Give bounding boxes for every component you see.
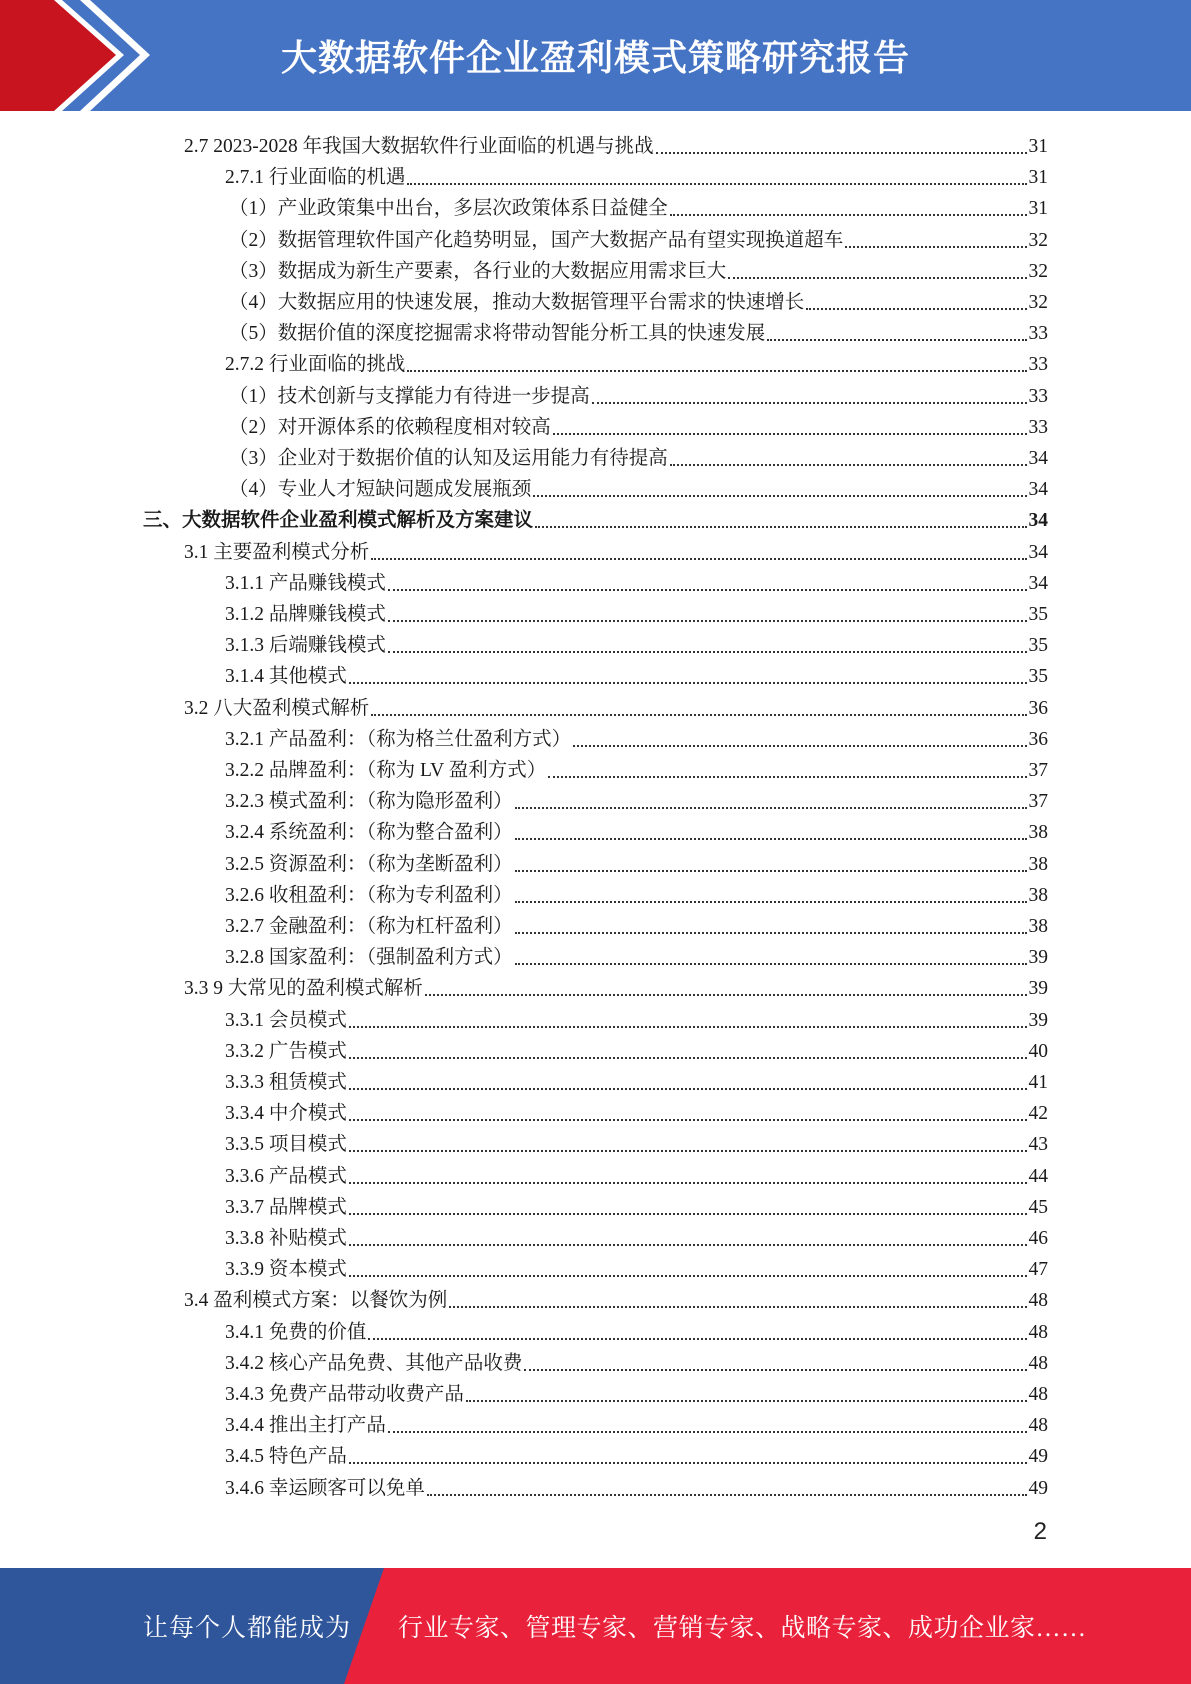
toc-entry[interactable] [225, 1002, 1048, 1033]
toc-entry-title: 3.1.2 品牌赚钱模式 [225, 604, 386, 625]
toc-entry-page: 31 [1028, 136, 1048, 157]
toc-dot-leader [425, 993, 1027, 996]
toc-dot-leader [533, 494, 1026, 497]
toc-entry-title: 3.1.4 其他模式 [225, 666, 347, 688]
toc-entry-page: 38 [1028, 916, 1048, 937]
toc-dot-leader [388, 619, 1027, 622]
toc-entry[interactable] [184, 534, 1048, 565]
toc-entry[interactable] [229, 253, 1048, 284]
toc-dot-leader [349, 1243, 1027, 1246]
toc-dot-leader [573, 744, 1026, 747]
toc-entry-page: 33 [1028, 323, 1048, 345]
toc-dot-leader [371, 557, 1026, 560]
toc-entry[interactable] [225, 1064, 1048, 1095]
toc-entry[interactable] [229, 190, 1048, 221]
toc-entry[interactable] [229, 315, 1048, 346]
toc-dot-leader [553, 432, 1027, 435]
toc-dot-leader [466, 1399, 1027, 1402]
toc-entry-title: 3.4 盈利模式方案：以餐饮为例 [184, 1290, 448, 1312]
toc-entry-title: 3.3.7 品牌模式 [225, 1196, 347, 1218]
toc-dot-leader [535, 525, 1026, 528]
toc-entry-page: 35 [1028, 666, 1048, 688]
toc-dot-leader [368, 1337, 1026, 1340]
toc-entry[interactable] [225, 346, 1048, 377]
toc-entry-page: 43 [1028, 1134, 1048, 1156]
toc-entry[interactable] [225, 1251, 1048, 1282]
footer-slogan-right: 行业专家、管理专家、营销专家、战略专家、成功企业家…… [398, 1615, 1087, 1642]
toc-entry-title: 3.3.3 租赁模式 [225, 1072, 347, 1093]
toc-entry-page: 39 [1028, 947, 1048, 969]
toc-dot-leader [388, 650, 1027, 653]
toc-entry-page: 32 [1028, 229, 1048, 251]
toc-entry[interactable] [229, 440, 1048, 471]
toc-entry-page: 42 [1028, 1103, 1048, 1125]
toc-entry-page: 34 [1028, 510, 1048, 532]
toc-entry[interactable] [225, 1470, 1048, 1501]
toc-entry-title: 3.3.5 项目模式 [225, 1134, 347, 1156]
toc-entry[interactable] [225, 1095, 1048, 1126]
toc-dot-leader [388, 1430, 1027, 1433]
toc-entry[interactable] [225, 658, 1048, 689]
toc-dot-leader [515, 962, 1027, 965]
toc-entry-page: 37 [1028, 791, 1048, 813]
toc-entry-title: 3.3.1 会员模式 [225, 1009, 347, 1031]
toc-entry-title: 3.3.8 补贴模式 [225, 1228, 347, 1249]
toc-entry-page: 48 [1028, 1321, 1048, 1343]
toc-dot-leader [515, 900, 1027, 903]
toc-entry-title: 3.2.6 收租盈利：（称为专利盈利） [225, 884, 513, 906]
toc-entry-title: （2）数据管理软件国产化趋势明显，国产大数据产品有望实现换道超车 [229, 229, 844, 251]
toc-entry-page: 49 [1028, 1477, 1048, 1499]
toc-entry-page: 38 [1028, 884, 1048, 906]
toc-entry-page: 34 [1028, 541, 1048, 563]
toc-entry-title: 3.4.1 免费的价值 [225, 1321, 367, 1343]
toc-dot-leader [592, 401, 1027, 404]
toc-entry-page: 31 [1028, 167, 1048, 189]
toc-dot-leader [349, 1087, 1027, 1090]
toc-entry-page: 33 [1028, 416, 1048, 438]
toc-dot-leader [349, 681, 1027, 684]
toc-entry-page: 38 [1028, 853, 1048, 875]
toc-dot-leader [767, 338, 1026, 341]
page-header [0, 0, 1191, 111]
toc-dot-leader [515, 931, 1027, 934]
toc-entry-title: （3）企业对于数据价值的认知及运用能力有待提高 [229, 448, 668, 469]
toc-entry[interactable] [225, 877, 1048, 908]
toc-entry-title: 3.2 八大盈利模式解析 [184, 697, 370, 719]
toc-dot-leader [670, 213, 1027, 216]
toc-entry-title: 3.2.8 国家盈利：（强制盈利方式） [225, 947, 513, 969]
toc-entry[interactable] [229, 284, 1048, 315]
toc-entry-title: 3.4.5 特色产品 [225, 1446, 347, 1468]
toc-entry[interactable] [184, 128, 1048, 159]
toc-entry[interactable] [229, 409, 1048, 440]
toc-entry-title: 3.4.6 幸运顾客可以免单 [225, 1477, 425, 1499]
toc-entry-page: 45 [1028, 1196, 1048, 1218]
toc-entry-title: 3.1.3 后端赚钱模式 [225, 635, 386, 657]
toc-entry-title: （4）大数据应用的快速发展，推动大数据管理平台需求的快速增长 [229, 292, 805, 313]
toc-entry-page: 31 [1028, 198, 1048, 220]
toc-entry-title: 2.7.1 行业面临的机遇 [225, 167, 406, 189]
toc-entry[interactable] [225, 1438, 1048, 1469]
toc-entry-title: 3.3.6 产品模式 [225, 1165, 347, 1187]
toc-dot-leader [349, 1212, 1027, 1215]
toc-entry-title: 3.4.3 免费产品带动收费产品 [225, 1384, 464, 1405]
toc-entry-title: 3.4.2 核心产品免费、其他产品收费 [225, 1352, 523, 1374]
toc-dot-leader [371, 713, 1026, 716]
header-red-chevron-decoration [0, 0, 160, 111]
toc-entry[interactable] [225, 1126, 1048, 1157]
toc-entry-page: 36 [1028, 728, 1048, 750]
toc-entry-title: （2）对开源体系的依赖程度相对较高 [229, 416, 551, 438]
toc-dot-leader [515, 837, 1027, 840]
toc-entry[interactable] [225, 1033, 1048, 1064]
toc-entry[interactable] [184, 1282, 1048, 1313]
toc-entry[interactable] [225, 814, 1048, 845]
toc-dot-leader [388, 588, 1027, 591]
toc-entry-title: （1）技术创新与支撑能力有待进一步提高 [229, 385, 590, 407]
toc-dot-leader [656, 151, 1027, 154]
toc-entry-title: 3.2.3 模式盈利：（称为隐形盈利） [225, 791, 513, 813]
toc-dot-leader [515, 806, 1027, 809]
toc-entry-page: 39 [1028, 1009, 1048, 1031]
toc-entry-page: 48 [1028, 1384, 1048, 1405]
toc-dot-leader [548, 775, 1026, 778]
toc-dot-leader [349, 1025, 1027, 1028]
toc-entry-page: 46 [1028, 1228, 1048, 1249]
toc-entry[interactable] [225, 596, 1048, 627]
page-number: 2 [1033, 1518, 1047, 1545]
toc-dot-leader [515, 869, 1027, 872]
toc-dot-leader [427, 1493, 1027, 1496]
toc-dot-leader [349, 1056, 1027, 1059]
toc-dot-leader [349, 1181, 1027, 1184]
toc-entry-title: 3.4.4 推出主打产品 [225, 1415, 386, 1437]
toc-entry-title: 3.2.7 金融盈利：（称为杠杆盈利） [225, 916, 513, 937]
toc-entry-page: 47 [1028, 1259, 1048, 1281]
toc-entry-page: 48 [1028, 1290, 1048, 1312]
toc-entry-page: 41 [1028, 1072, 1048, 1093]
toc-entry[interactable] [225, 1220, 1048, 1251]
toc-entry-title: 3.3.9 资本模式 [225, 1259, 347, 1281]
toc-entry-page: 32 [1028, 260, 1048, 282]
toc-dot-leader [349, 1118, 1027, 1121]
toc-entry[interactable] [225, 939, 1048, 970]
toc-entry[interactable] [229, 471, 1048, 502]
toc-entry[interactable] [225, 783, 1048, 814]
toc-entry[interactable] [225, 565, 1048, 596]
toc-dot-leader [349, 1461, 1027, 1464]
toc-entry-page: 35 [1028, 604, 1048, 625]
page-footer [0, 1568, 1191, 1684]
toc-entry-title: 3.2.4 系统盈利：（称为整合盈利） [225, 822, 513, 844]
toc-entry[interactable] [184, 970, 1048, 1001]
toc-dot-leader [349, 1149, 1027, 1152]
toc-dot-leader [407, 369, 1026, 372]
toc-entry[interactable] [225, 752, 1048, 783]
toc-entry-title: 3.2.1 产品盈利：（称为格兰仕盈利方式） [225, 728, 572, 750]
toc-entry-page: 33 [1028, 385, 1048, 407]
toc-entry-title: 3.2.2 品牌盈利：（称为 LV 盈利方式） [225, 760, 547, 781]
toc-entry-title: （4）专业人才短缺问题成发展瓶颈 [229, 479, 532, 501]
toc-entry-page: 48 [1028, 1352, 1048, 1374]
toc-dot-leader [670, 463, 1027, 466]
toc-dot-leader [728, 276, 1026, 279]
toc-entry[interactable] [225, 1376, 1048, 1407]
toc-dot-leader [449, 1305, 1026, 1308]
toc-entry[interactable] [225, 1158, 1048, 1189]
footer-slogan-left: 让每个人都能成为 [143, 1615, 352, 1642]
toc-dot-leader [845, 245, 1026, 248]
toc-entry-page: 34 [1028, 572, 1048, 594]
toc-entry-title: 3.3 9 大常见的盈利模式解析 [184, 978, 423, 1000]
toc-entry[interactable] [225, 908, 1048, 939]
toc-entry-title: 2.7 2023-2028 年我国大数据软件行业面临的机遇与挑战 [184, 136, 654, 157]
toc-entry-title: 3.1 主要盈利模式分析 [184, 541, 370, 563]
toc-entry-title: 3.1.1 产品赚钱模式 [225, 572, 386, 594]
toc-entry[interactable] [229, 378, 1048, 409]
toc-entry-title: （5）数据价值的深度挖掘需求将带动智能分析工具的快速发展 [229, 323, 766, 345]
toc-entry-title: （3）数据成为新生产要素，各行业的大数据应用需求巨大 [229, 260, 727, 282]
toc-entry-page: 35 [1028, 635, 1048, 657]
toc-entry-page: 38 [1028, 822, 1048, 844]
toc-entry-page: 32 [1028, 292, 1048, 313]
toc-entry-page: 33 [1028, 354, 1048, 376]
toc-entry[interactable] [225, 1407, 1048, 1438]
toc-dot-leader [349, 1274, 1027, 1277]
toc-entry-page: 36 [1028, 697, 1048, 719]
report-title: 大数据软件企业盈利模式策略研究报告 [280, 38, 910, 79]
toc-entry[interactable] [225, 721, 1048, 752]
toc-entry[interactable] [143, 502, 1048, 533]
toc-entry-title: 3.2.5 资源盈利：（称为垄断盈利） [225, 853, 513, 875]
toc-entry[interactable] [184, 690, 1048, 721]
toc-entry-page: 34 [1028, 479, 1048, 501]
toc-dot-leader [806, 307, 1026, 310]
toc-entry[interactable] [229, 222, 1048, 253]
toc-entry[interactable] [225, 627, 1048, 658]
toc-entry[interactable] [225, 1189, 1048, 1220]
toc-entry[interactable] [225, 159, 1048, 190]
toc-entry-page: 48 [1028, 1415, 1048, 1437]
toc-entry-page: 39 [1028, 978, 1048, 1000]
toc-entry-page: 34 [1028, 448, 1048, 469]
toc-entry-title: 2.7.2 行业面临的挑战 [225, 354, 406, 376]
toc-entry-title: 3.3.2 广告模式 [225, 1040, 347, 1062]
toc-entry-page: 37 [1028, 760, 1048, 781]
toc-entry[interactable] [225, 846, 1048, 877]
toc-entry-title: （1）产业政策集中出台，多层次政策体系日益健全 [229, 198, 668, 220]
toc-dot-leader [407, 182, 1026, 185]
toc-dot-leader [524, 1368, 1026, 1371]
toc-entry-page: 49 [1028, 1446, 1048, 1468]
toc-entry-title: 三、大数据软件企业盈利模式解析及方案建议 [143, 510, 534, 532]
toc-entry-page: 40 [1028, 1040, 1048, 1062]
toc-entry[interactable] [225, 1345, 1048, 1376]
toc-entry-title: 3.3.4 中介模式 [225, 1103, 347, 1125]
toc-entry[interactable] [225, 1314, 1048, 1345]
toc-entry-page: 44 [1028, 1165, 1048, 1187]
